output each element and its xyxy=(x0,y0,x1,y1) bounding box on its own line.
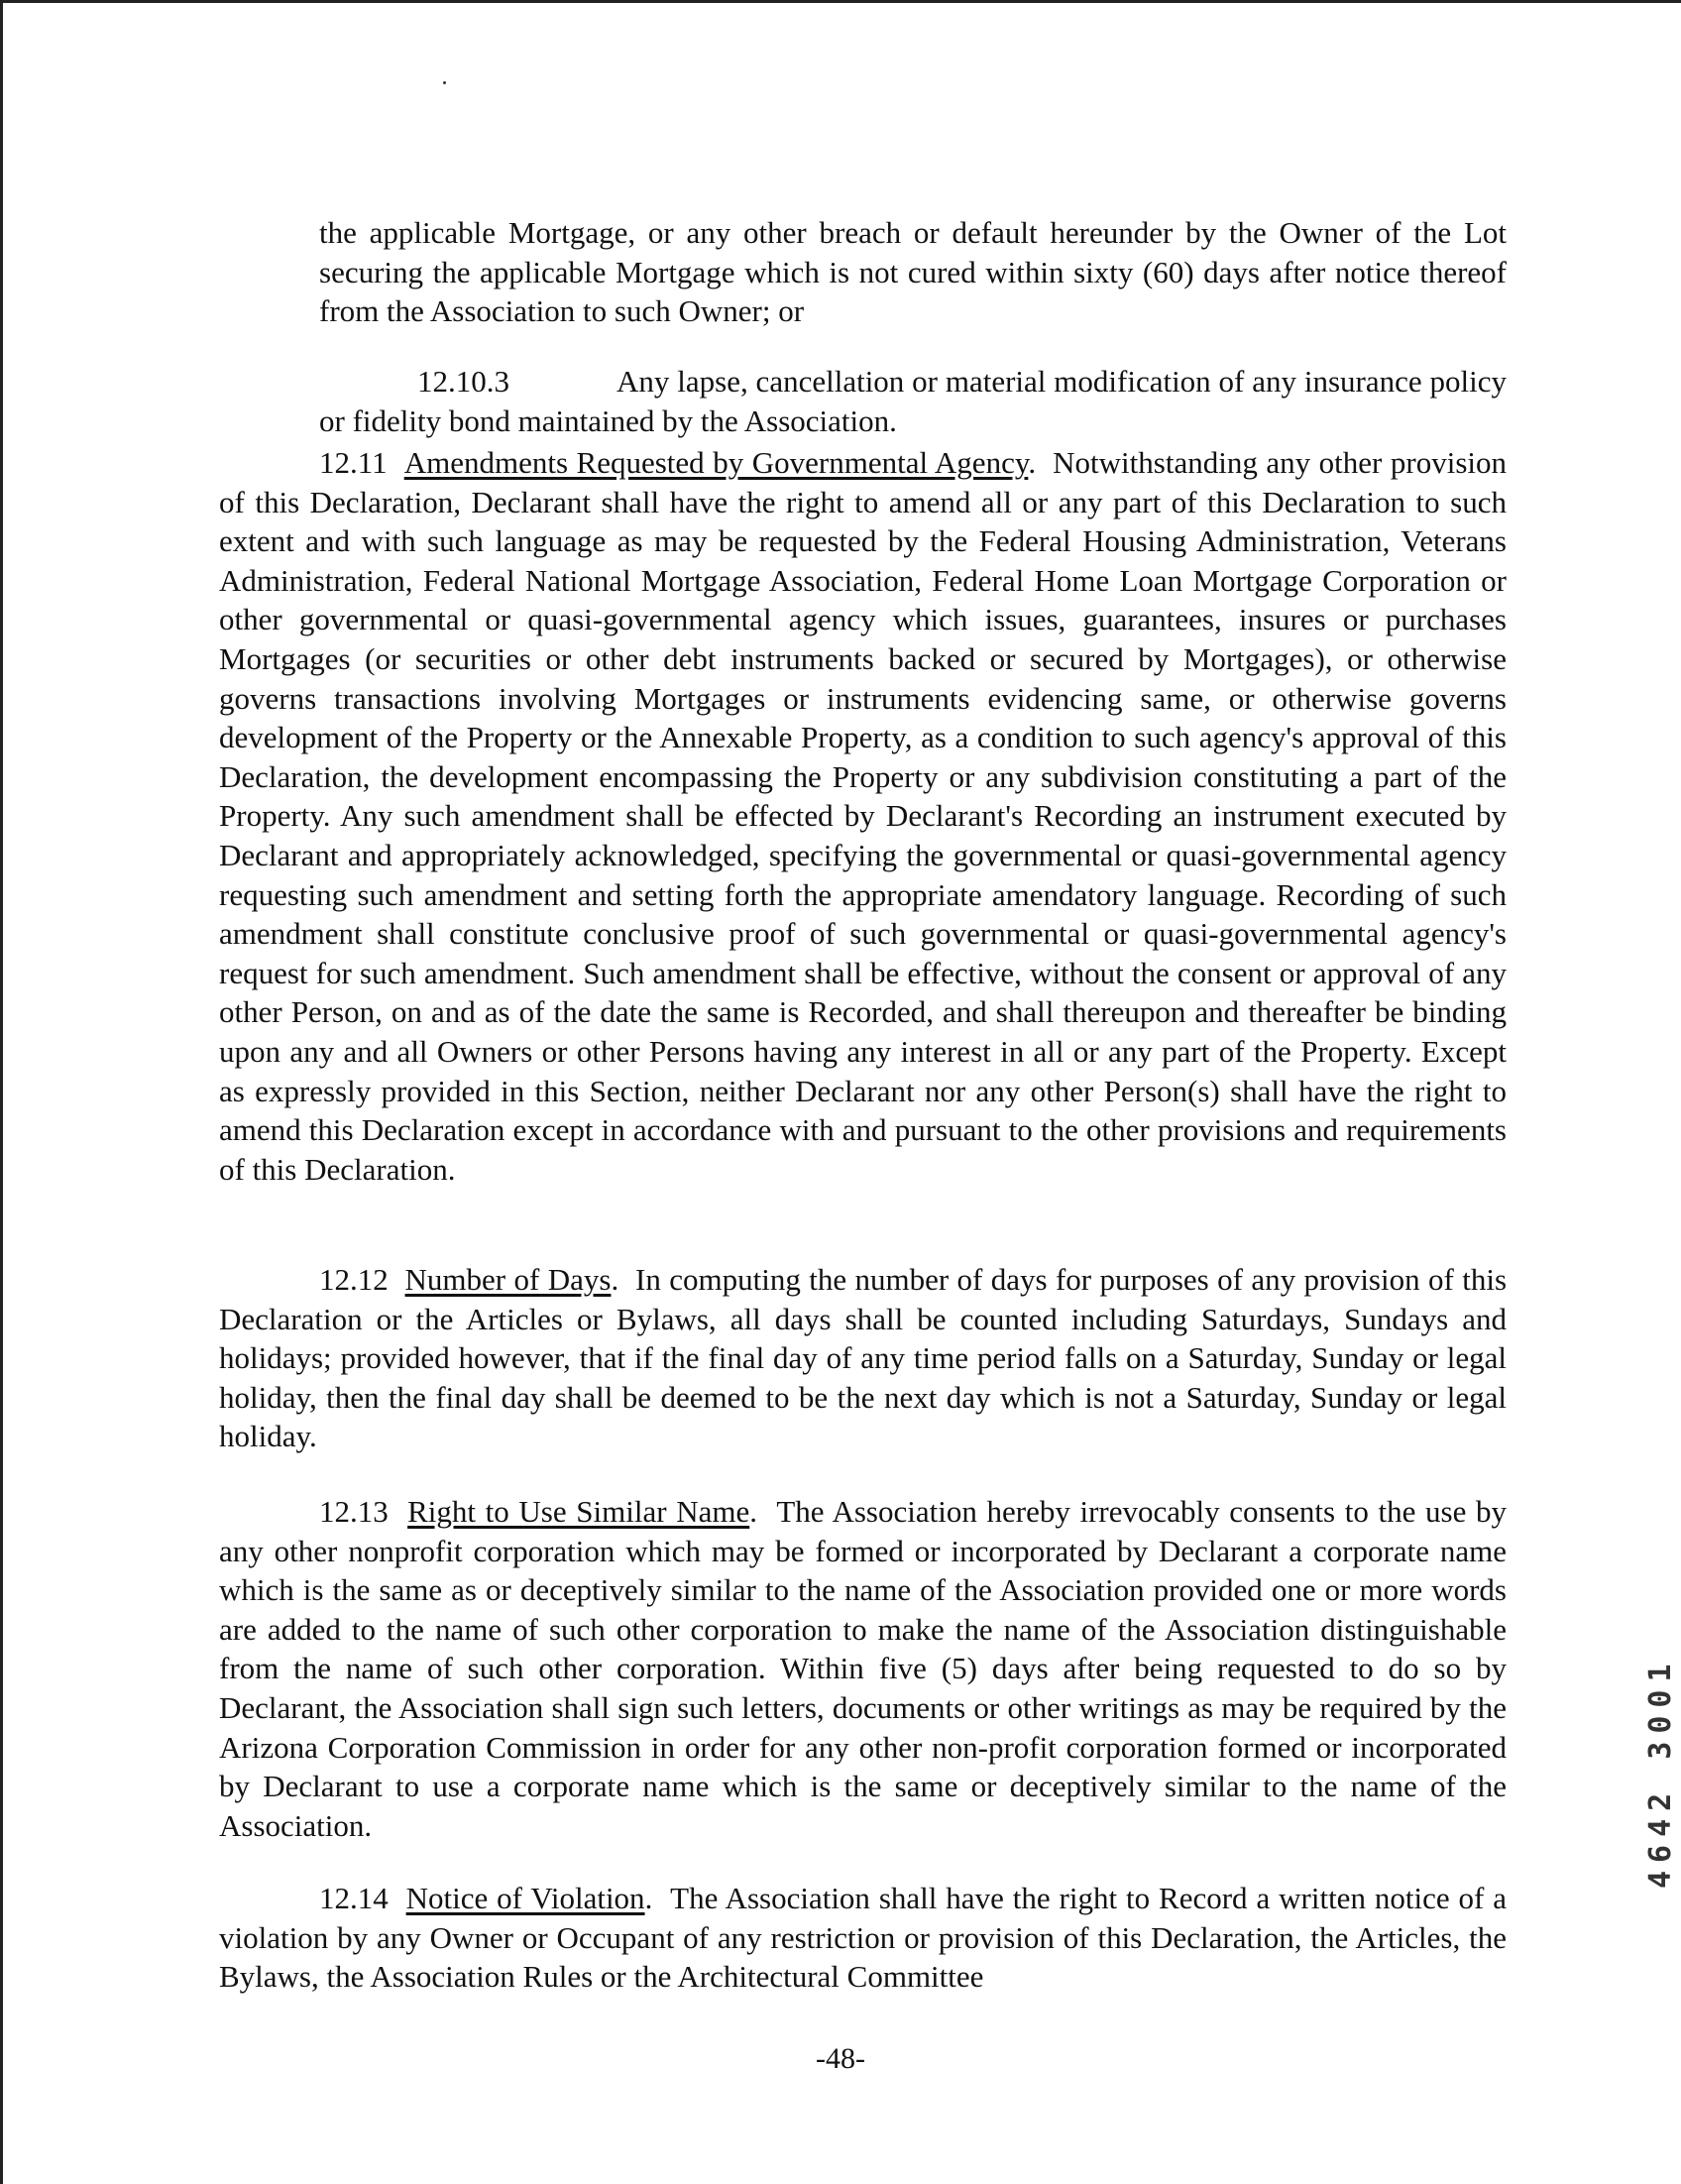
section-heading: Number of Days xyxy=(404,1262,612,1297)
section-12-13: 12.13 Right to Use Similar Name. The Association hereby irrevocably consents to the use by any other nonprofit corporation which may be formed or incorporated by Declarant a corporate name which is the same as or deceptively similar to the name of the Association provided one or more words are added to the name of such other corporation to make the name of the Association distinguishable from the name of such other corporation. Within five (5) days after being requested to do so by Declarant, the Association shall sign such letters, documents or other writings as may be required by the Arizona Corporation Commission in order for any other non-profit corporation formed or incorporated by Declarant to use a corporate name which is the same or deceptively similar to the name of the Association. xyxy=(219,1494,1508,1843)
scan-edge-left xyxy=(0,0,3,2184)
recording-stamp-text: 4642 3001 xyxy=(1643,1656,1678,1889)
section-12-11: 12.11 Amendments Requested by Governmental Agency. Notwithstanding any other provision of this Declaration, Declarant shall have the right to amend all or any part of this Declaration to such extent and with such language as may be requested by the Federal Housing Administration, Veterans Administration, Federal National Mortgage Association, Federal Home Loan Mortgage Corporation or other governmental or quasi-governmental agency which issues, guarantees, insures or purchases Mortgages (or securities or other debt instruments backed or secured by Mortgages), or otherwise governs transactions involving Mortgages or instruments evidencing same, or otherwise governs development of the Property or the Annexable Property, as a condition to such agency's approval of this Declaration, the development encompassing the Property or any subdivision constituting a part of the Property. Any such amendment shall be effected by Declarant's Recording an instrument executed by Declarant and appropriately acknowledged, specifying the governmental or quasi-governmental agency requesting such amendment and setting forth the appropriate amendatory language. Recording of such amendment shall constitute conclusive proof of such governmental or quasi-governmental agency's request for such amendment. Such amendment shall be effective, without the consent or approval of any other Person, on and as of the date the same is Recorded, and shall thereupon and thereafter be binding upon any and all Owners or other Persons having any interest in all or any part of the Property. Except as expressly provided in this Section, neither Declarant nor any other Person(s) shall have the right to amend this Declaration except in accordance with and pursuant to the other provisions and requirements of this Declaration. xyxy=(219,445,1508,1187)
section-text: In computing the number of days for purposes of any provision of this Declaration or the Articles or Bylaws, all days shall be counted including Saturdays, Sundays and holidays; provided however, that if the final day of any time period falls on a Saturday, Sunday or legal holiday, then the final day shall be deemed to be the next day which is not a Saturday, Sunday or legal holiday. xyxy=(219,1262,1508,1454)
subsection-number: 12.10.3 xyxy=(417,364,509,399)
section-heading: Notice of Violation xyxy=(405,1881,645,1915)
subsection-12-10-3 xyxy=(319,362,1507,440)
scan-edge-top xyxy=(0,0,1681,3)
section-number: 12.14 xyxy=(319,1881,389,1915)
section-text: Notwithstanding any other provision of this Declaration, Declarant shall have the right to amend all or any part of this Declaration to such extent and with such language as may be requested by the Federal Housing Administration, Veterans Administration, Federal National Mortgage Association, Federal Home Loan Mortgage Corporation or other governmental or quasi-governmental agency which issues, guarantees, insures or purchases Mortgages (or securities or other debt instruments backed or secured by Mortgages), or otherwise governs transactions involving Mortgages or instruments evidencing same, or otherwise governs development of the Property or the Annexable Property, as a condition to such agency's approval of this Declaration, the development encompassing the Property or any subdivision constituting a part of the Property. Any such amendment shall be effected by Declarant's Recording an instrument executed by Declarant and appropriately acknowledged, specifying the governmental or quasi-governmental agency requesting such amendment and setting forth the appropriate amendatory language. Recording of such amendment shall constitute conclusive proof of such governmental or quasi-governmental agency's request for such amendment. Such amendment shall be effective, without the consent or approval of any other Person, on and as of the date the same is Recorded, and shall thereupon and thereafter be binding upon any and all Owners or other Persons having any interest in all or any part of the Property. Except as expressly provided in this Section, neither Declarant nor any other Person(s) shall have the right to amend this Declaration except in accordance with and pursuant to the other provisions and requirements of this Declaration. xyxy=(219,445,1508,1187)
section-12-12: 12.12 Number of Days. In computing the number of days for purposes of any provision of this Declaration or the Articles or Bylaws, all days shall be counted including Saturdays, Sundays and holidays; provided however, that if the final day of any time period falls on a Saturday, Sunday or legal holiday, then the final day shall be deemed to be the next day which is not a Saturday, Sunday or legal holiday. xyxy=(219,1262,1508,1454)
section-number: 12.11 xyxy=(319,445,388,480)
section-text: The Association shall have the right to Record a written notice of a violation by any Owner or Occupant of any restriction or provision of this Declaration, the Articles, the Bylaws, the Association Rules or the Architectural Committee xyxy=(219,1881,1508,1995)
section-number: 12.13 xyxy=(319,1494,389,1529)
section-text: The Association hereby irrevocably consents to the use by any other nonprofit corporation which may be formed or incorporated by Declarant a corporate name which is the same as or deceptively similar to the name of the Association provided one or more words are added to the name of such other corporation to make the name of the Association distinguishable from the name of such other corporation. Within five (5) days after being requested to do so by Declarant, the Association shall sign such letters, documents or other writings as may be required by the Arizona Corporation Commission in order for any other non-profit corporation formed or incorporated by Declarant to use a corporate name which is the same or deceptively similar to the name of the Association. xyxy=(219,1494,1508,1843)
continuation-paragraph: the applicable Mortgage, or any other breach or default hereunder by the Owner of the Lot securing the applicable Mortgage which is not cured within sixty (60) days after notice thereof from the Association to such Owner; or xyxy=(319,215,1507,329)
section-heading: Amendments Requested by Governmental Agency xyxy=(403,445,1029,480)
section-12-14: 12.14 Notice of Violation. The Association shall have the right to Record a written notice of a violation by any Owner or Occupant of any restriction or provision of this Declaration, the Articles, the Bylaws, the Association Rules or the Architectural Committee xyxy=(219,1881,1508,1995)
subsection-text: Any lapse, cancellation or material modification of any insurance policy or fidelity bond maintained by the Association. xyxy=(319,364,1507,438)
scan-speck xyxy=(443,81,446,84)
recording-stamp xyxy=(1643,1532,1681,1889)
section-number: 12.12 xyxy=(319,1262,389,1297)
section-heading: Right to Use Similar Name xyxy=(407,1494,750,1529)
page-number: -48- xyxy=(816,2042,865,2075)
